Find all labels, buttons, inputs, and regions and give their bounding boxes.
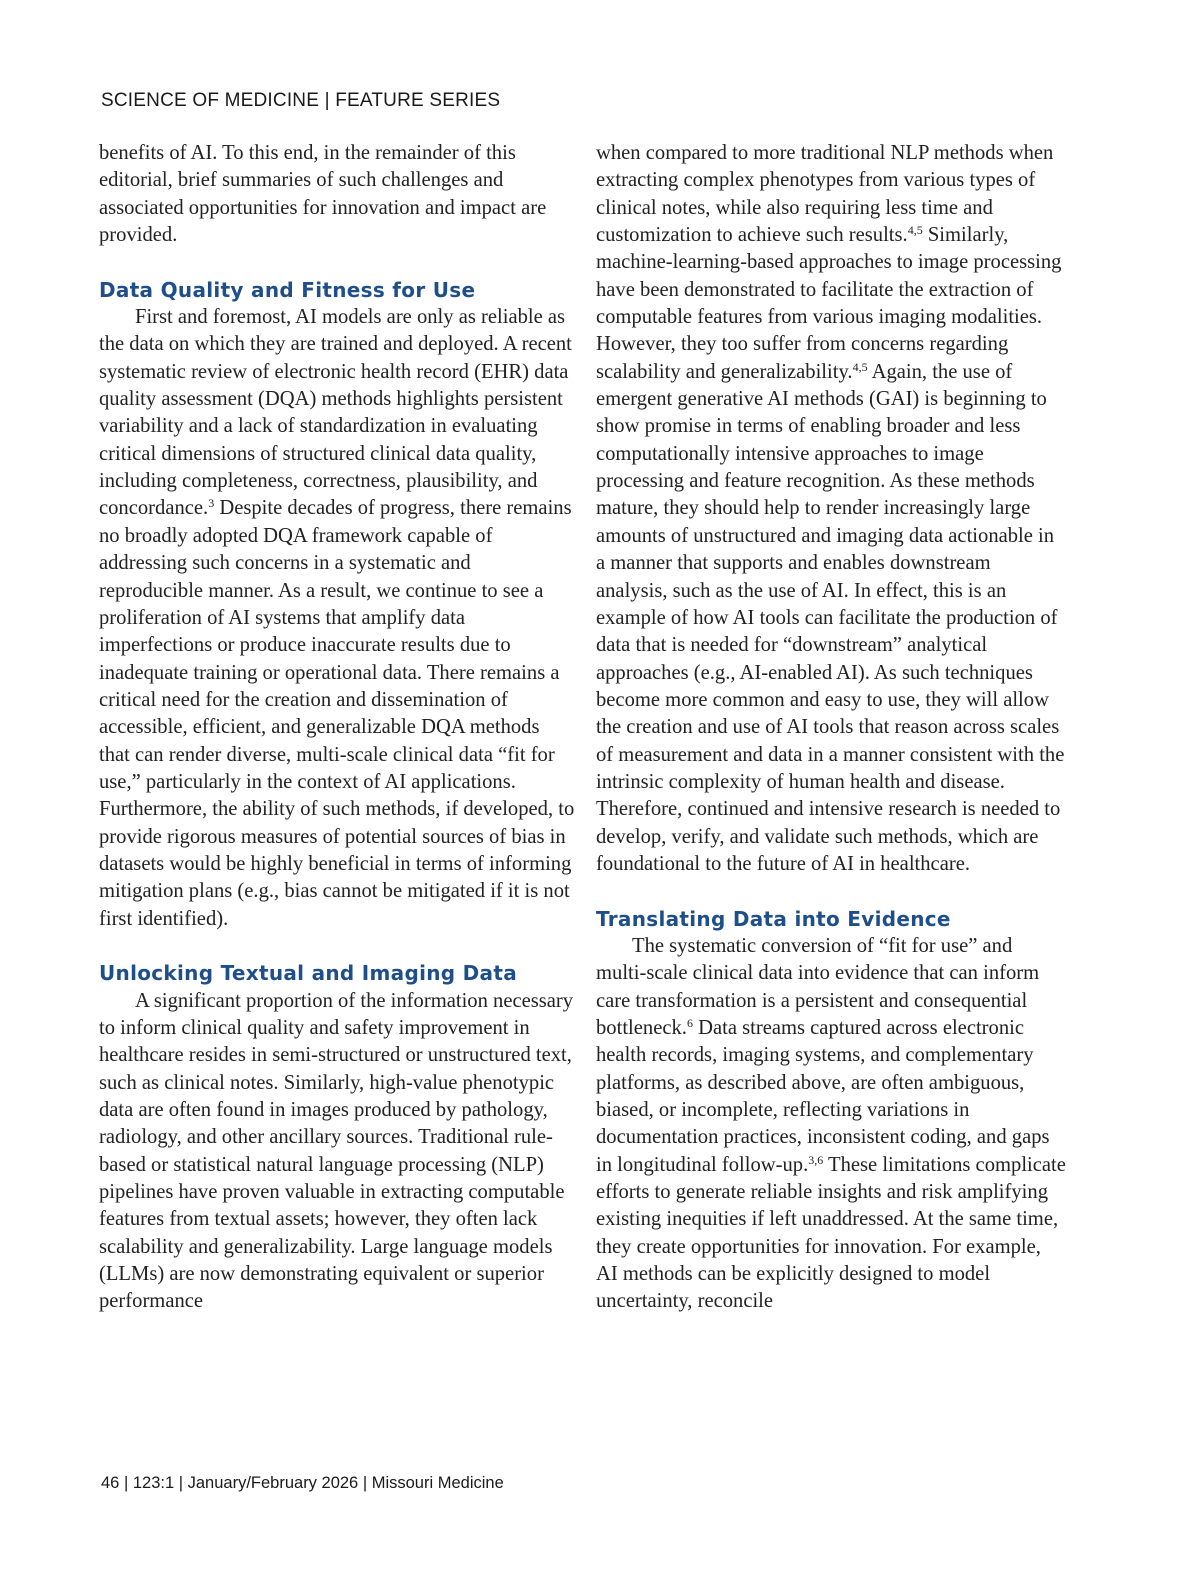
intro-paragraph: benefits of AI. To this end, in the remainder of this editorial, brief summaries of such challenges and associated opportunities for innovation and impact are provided. <box>99 142 547 247</box>
section-heading-unlocking-data: Unlocking Textual and Imaging Data <box>99 961 518 986</box>
section-heading-data-quality: Data Quality and Fitness for Use <box>99 277 476 302</box>
page-footer: 46 | 123:1 | January/February 2026 | Missouri Medicine <box>101 1474 504 1492</box>
running-header <box>101 90 500 112</box>
header-separator: | <box>324 90 330 111</box>
left-column <box>99 140 575 1316</box>
issue-date: January/February 2026 <box>187 1474 359 1492</box>
section-heading-translating-data: Translating Data into Evidence <box>596 906 951 931</box>
journal-name: Missouri Medicine <box>371 1474 504 1492</box>
continued-paragraph: when compared to more traditional NLP methods when extracting complex phenotypes from various types of clinical notes, while also requiring less time and customization to achieve such results.$^{4,5}$ Similarly, machine-learning-based approaches to image processing have been demonstrated to facilitate the extraction of computable features from various imaging modalities. However, they too suffer from concerns regarding scalability and generalizability.$^{4,5}$ Again, the use of emergent generative AI methods (GAI) is beginning to show promise in terms of enabling broader and less computationally intensive approaches to image processing and feature recognition. As these methods mature, they should help to render increasingly large amounts of unstructured and imaging data actionable in a manner that supports and enables downstream analysis, such as the use of AI. In effect, this is an example of how AI tools can facilitate the production of data that is needed for “downstream” analytical approaches (e.g., AI-enabled AI). As such techniques become more common and easy to use, they will allow the creation and use of AI tools that reason across scales of measurement and data in a manner consistent with the intrinsic complexity of human health and disease. Therefore, continued and intensive research is needed to develop, verify, and validate such methods, which are foundational to the future of AI in healthcare. <box>596 142 1065 875</box>
citation-ref: 3 <box>208 496 215 511</box>
translating-data-paragraph: The systematic conversion of “fit for use” and multi-scale clinical data into evidence that can inform care transformation is a persistent and consequential bottleneck.$^6$ Data streams captured across electronic health records, imaging systems, and complementary platforms, as described above, are often ambiguous, biased, or incomplete, reflecting variations in documentation practices, inconsistent coding, and gaps in longitudinal follow-up.$^{3,6}$ These limitations complicate efforts to generate reliable insights and risk amplifying existing inequities if left unaddressed. At the same time, they create opportunities for innovation. For example, AI methods can be explicitly designed to model uncertainty, reconcile <box>596 934 1066 1313</box>
unlocking-data-paragraph: A significant proportion of the information necessary to inform clinical quality and safety improvement in healthcare resides in semi-structured or unstructured text, such as clinical notes. Similarly, high-value phenotypic data are often found in images produced by pathology, radiology, and other ancillary sources. Traditional rule-based or statistical natural language processing (NLP) pipelines have proven valuable in extracting computable features from textual assets; however, they often lack scalability and generalizability. Large language models (LLMs) are now demonstrating equivalent or superior performance <box>99 989 574 1313</box>
citation-ref: 4,5 <box>907 223 923 238</box>
header-series: SCIENCE OF MEDICINE <box>101 90 320 111</box>
citation-ref: 6 <box>686 1016 693 1030</box>
volume-issue: 123:1 <box>132 1474 175 1492</box>
data-quality-paragraph: First and foremost, AI models are only as reliable as the data on which they are trained and deployed. A recent systematic review of electronic health record (EHR) data quality assessment (DQA) methods highlights persistent variability and a lack of standardization in evaluating critical dimensions of structured clinical data quality, including completeness, correctness, plausibility, and concordance.$^3$ Despite decades of progress, there remains no broadly adopted DQA framework capable of addressing such concerns in a systematic and reproducible manner. As a result, we continue to see a proliferation of AI systems that amplify data imperfections or produce inaccurate results due to inadequate training or operational data. There remains a critical need for the creation and dissemination of accessible, efficient, and generalizable DQA methods that can render diverse, multi-scale clinical data “fit for use,” particularly in the context of AI applications. Furthermore, the ability of such methods, if developed, to provide rigorous measures of potential sources of bias in datasets would be highly beneficial in terms of informing mitigation plans (e.g., bias cannot be mitigated if it is not first identified). <box>99 306 575 930</box>
header-label: FEATURE SERIES <box>335 90 501 111</box>
citation-ref: 4,5 <box>852 359 868 374</box>
page-number: 46 <box>101 1474 120 1492</box>
citation-ref: 3,6 <box>808 1152 824 1167</box>
right-column <box>596 140 1066 1316</box>
